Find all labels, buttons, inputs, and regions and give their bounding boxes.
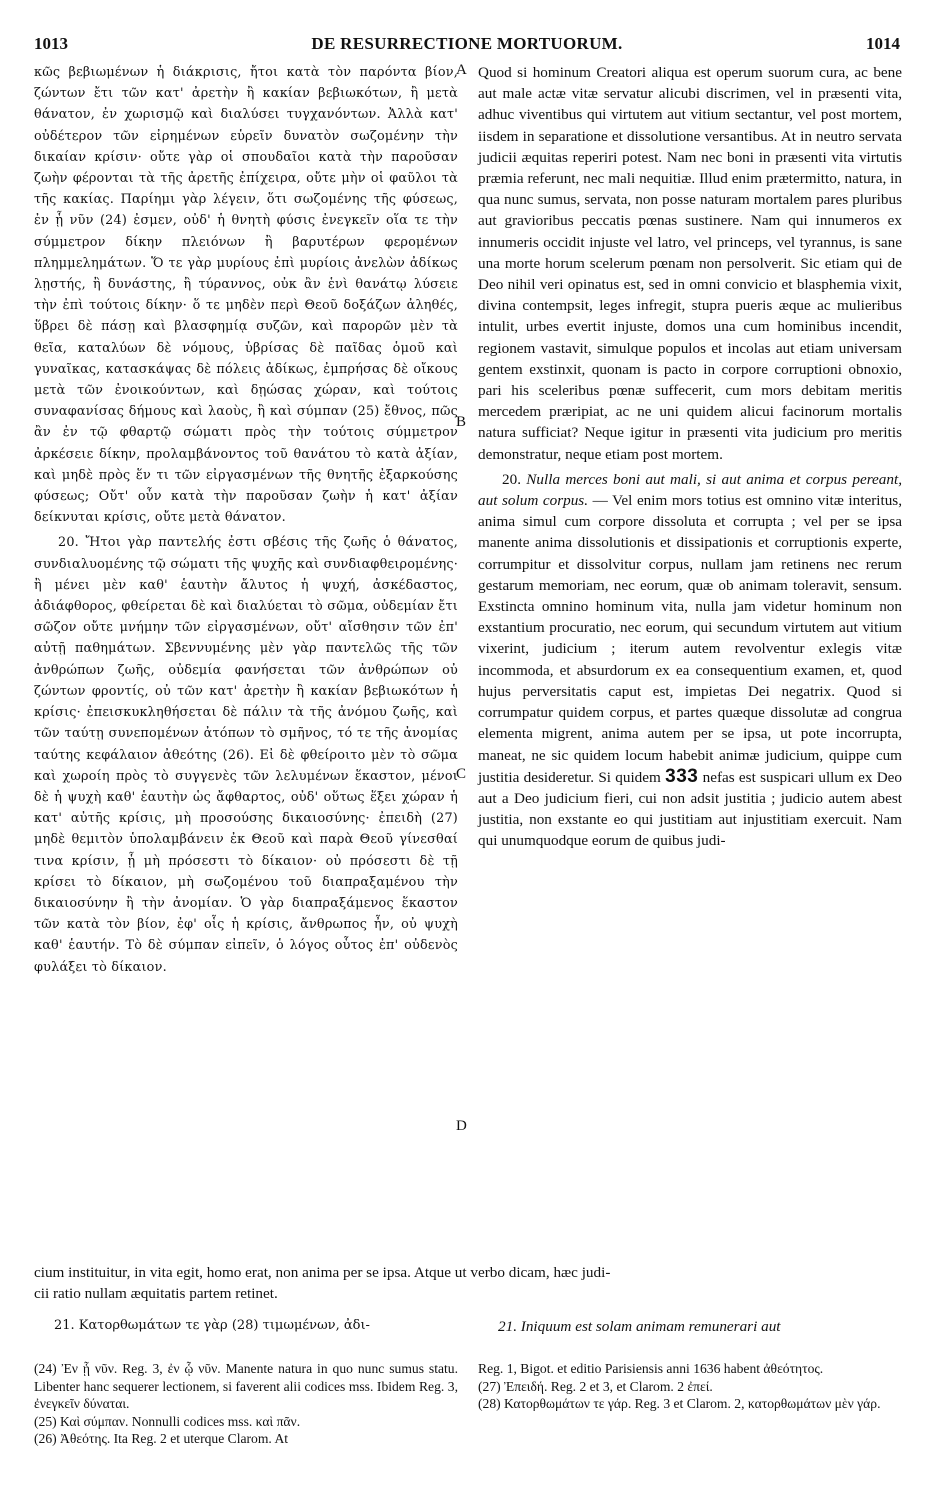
margin-letter-b: B (456, 414, 467, 430)
marginal-column-number: 333 (665, 765, 699, 787)
latin-paragraph-19: Quod si hominum Creatori aliqua est operum suorum cura, ac bene aut male actæ vitæ servatur alicubi discrimen, vel in præsenti vita, adhuc viventibus qui virtutem aut vitium sectantur, vel post mortem, iisdem in separatione et dissolutione versantibus. At in neutro servata judicii æquitas reperiri potest. Nam nec boni in præsenti vita virtutis præmia referunt, nec mali nequitiæ. Illud enim prætermitto, natura, in qua nunc sumus, servata, non posse naturam mortalem pares pluribus aut gravioribus peccatis pœnas sustinere. Nam qui innumeros ex innumeris occidit injuste vel latro, vel princeps, vel tyrannus, is sane una morte horum scelerum pœnam non persolverit. Sic etiam qui de Deo nihil veri opinatus est, sed in omni convicio et blasphemia vixit, divina contempsit, leges infregit, stupra pueris æque ac mulieribus intulit, urbes evertit injuste, domos una cum hominibus incendit, regionem vastavit, simulque populos et incolas aut etiam universam gentem exstinxit, quonam is pacto in corpore corruptioni obnoxio, pari his sceleribus pœnæ suffecerit, cum mors debitam meritis mercedem præripiat, ac ne uni quidem alicui facinorum mortalis natura sufficiat? Neque igitur in præsenti vita judicium pro meritis demonstratur, neque etiam post mortem. (478, 64, 902, 463)
page-header (34, 34, 900, 58)
latin-paragraph-21-heading: 21. Iniquum est solam animam remunerari aut (498, 1318, 781, 1335)
footnote-24: (24) Ἐν ᾗ νῦν. Reg. 3, ἐν ᾧ νῦν. Manente natura in quo nunc sumus statu. Libenter hanc sequerer lectionem, si faverent alii codices mss. Ibidem Reg. 3, ἐνεγκεῖν δύναται. (34, 1361, 458, 1412)
section-number: 20. (502, 470, 521, 488)
continuation-line-2: cii ratio nullam æquitatis partem retinet. (34, 1285, 278, 1302)
page-number-left: 1013 (34, 34, 68, 53)
footnotes-right (478, 1360, 902, 1413)
latin-paragraph-20 (478, 469, 902, 852)
margin-letter-a: A (456, 62, 467, 78)
running-title: DE RESURRECTIONE MORTUORUM. (311, 34, 623, 53)
footnote-25: (25) Καὶ σύμπαν. Nonnulli codices mss. καὶ πᾶν. (34, 1413, 301, 1429)
footnote-28: (28) Κατορθωμάτων τε γάρ. Reg. 3 et Clarom. 2, κατορθωμάτων μὲν γάρ. (478, 1396, 881, 1412)
footnote-26-continued: Reg. 1, Bigot. et editio Parisiensis anni 1636 habent ἀθεότητος. (478, 1361, 824, 1376)
latin-text: — Vel enim mors totius est omnino vitæ interitus, anima simul cum corpore dissoluta et corrupta ; vel per se ipsa manente anima dissolutionis et dissipationis et corruptionis experte, corrumpitur et dissolvitur corpus, nullam jam retinens nec rerum gestarum memoriam, nec eorum, quæ ob animam toleravit, sensum. Exstincta omnino hominum vita, nulla jam videtur hominum non exstantium procuratio, nec eorum, qui secundum virtutem aut vitium vixerint, judicium ; iterum autem revolventur exlegis vitæ incommoda, et absurdorum ex ea consequentium examen, et, quod hujus perversitatis caput est, impietas Dei negatrix. Quod si corrumpatur quidem corpus, et partes quæque dissolutæ ad congrua elementa migrent, anima autem per se ipsa, ut pote incorrupta, maneat, ne sic quidem locum habebit animæ judicium, quippe cum justitia desideretur. Si quidem (478, 492, 902, 786)
greek-paragraph-21-start: 21. Κατορθωμάτων τε γὰρ (28) τιμωμένων, ἀδι- (54, 1318, 370, 1333)
section-heading: Nulla merces boni aut mali, si aut anima et corpus pereant, aut solum corpus. (478, 470, 902, 510)
full-width-continuation (34, 1262, 900, 1304)
greek-column (34, 62, 458, 978)
footnote-27: (27) Ἐπειδή. Reg. 2 et 3, et Clarom. 2 ἐπεί. (478, 1378, 713, 1394)
latin-text-continued: nefas est suspicari ullum ex Deo aut a Deo judicium fieri, cui non adsit justitia ; judicio autem abest justitia, non exstante eo qui justitiam aut injustitiam exercuit. Nam qui unumquodque eorum de quibus judi- (478, 768, 902, 850)
footnotes-left (34, 1360, 458, 1448)
continuation-line-1: cium instituitur, in vita egit, homo erat, non anima per se ipsa. Atque ut verbo dicam, hæc judi- (34, 1264, 611, 1281)
greek-paragraph-19: κῶς βεβιωμένων ἡ διάκρισις, ἤτοι κατὰ τὸν παρόντα βίον, ζώντων ἔτι τῶν κατ' ἀρετὴν ἢ κακίαν βεβιωκότων, ἢ μετὰ θάνατον, ἐν χωρισμῷ καὶ διαλύσει τυγχανόντων. Ἀλλὰ κατ' οὐδέτερον τῶν εἰρημένων εὑρεῖν δυνατὸν σωζομένην τὴν δικαίαν κρίσιν· οὔτε γὰρ οἱ σπουδαῖοι κατὰ τὴν παροῦσαν ζωὴν φέρονται τὰ τῆς ἀρετῆς ἐπίχειρα, οὔτε μὴν οἱ φαῦλοι τὰ τῆς κακίας. Παρίημι γὰρ λέγειν, ὅτι σωζομένης τῆς φύσεως, ἐν ᾗ νῦν (24) ἐσμεν, οὐδ' ἡ θνητὴ φύσις ἐνεγκεῖν οἵα τε τὴν σύμμετρον δίκην πλειόνων ἢ βαρυτέρων φερομένων πλημμελημάτων. Ὅ τε γὰρ μυρίους ἐπὶ μυρίοις ἀνελὼν ἀδίκως λῃστής, ἢ δυνάστης, ἢ τύραννος, οὐκ ἂν ἑνὶ θανάτῳ λύσειε τὴν ἐπὶ τούτοις δίκην· ὅ τε μηδὲν περὶ Θεοῦ δοξάζων ἀληθές, ὕβρει δὲ πάσῃ καὶ βλασφημίᾳ συζῶν, καὶ παρορῶν μὲν τὰ θεῖα, καταλύων δὲ νόμους, ὑβρίσας δὲ παῖδας ὁμοῦ καὶ γυναῖκας, κατασκάψας δὲ πόλεις ἀδίκως, ἐμπρήσας δὲ οἴκους μετὰ τῶν ἐνοικούντων, καὶ δῃώσας χώραν, καὶ τούτοις συναφανίσας δήμους καὶ λαοὺς, ἢ καὶ σύμπαν (25) ἔθνος, πῶς ἂν ἐν τῷ φθαρτῷ σώματι πρὸς τὴν τούτοις σύμμετρον ἀρκέσειε δίκην, προλαμβάνοντος τοῦ θανάτου τὸ κατὰ ἀξίαν, καὶ μηδὲ πρὸς ἕν τι τῶν εἰργασμένων τῆς θνητῆς ἐξαρκούσης φύσεως; Οὔτ' οὖν κατὰ τὴν παροῦσαν ζωὴν ἡ κατ' ἀξίαν δείκνυται κρίσις, οὔτε μετὰ θάνατον. (34, 65, 458, 526)
footnote-26: (26) Ἀθεότης. Ita Reg. 2 et uterque Clarom. At (34, 1431, 289, 1447)
latin-column (478, 62, 902, 852)
margin-letter-c: C (456, 766, 467, 782)
margin-letter-d: D (456, 1118, 467, 1134)
page-number-right: 1014 (866, 34, 900, 53)
greek-paragraph-20: 20. Ἤτοι γὰρ παντελής ἐστι σβέσις τῆς ζωῆς ὁ θάνατος, συνδιαλυομένης τῷ σώματι τῆς ψυχῆς καὶ συνδιαφθειρομένης· ἢ μένει μὲν καθ' ἑαυτὴν ἄλυτος ἡ ψυχή, ἀσκέδαστος, ἀδιάφθορος, φθείρεται δὲ καὶ διαλύεται τὸ σῶμα, οὐδεμίαν ἔτι σῶζον οὔτε μνήμην τῶν εἰργασμένων, οὔτ' αἴσθησιν τῶν ἐπ' αὐτῇ παθημάτων. Σβεννυμένης μὲν γὰρ παντελῶς τῆς τῶν ἀνθρώπων ζωῆς, οὐδεμία φανήσεται τῶν ἀνθρώπων οὐ ζώντων φροντίς, οὐ τῶν κατ' ἀρετὴν ἢ κακίαν βεβιωκότων ἡ κρίσις· ἐπεισκυκληθήσεται δὲ πάλιν τὰ τῆς ἀνόμου ζωῆς, καὶ τῶν ταύτῃ συνεπομένων ἀτόπων τὸ σμῆνος, τό τε τῆς ἀνομίας ταύτης κεφάλαιον ἀθεότης (26). Εἰ δὲ φθείροιτο μὲν τὸ σῶμα καὶ χωροίη πρὸς τὸ συγγενὲς τῶν λελυμένων ἕκαστον, μένοι δὲ ἡ ψυχὴ καθ' ἑαυτὴν ὡς ἄφθαρτος, οὐδ' οὕτως ἕξει χώραν ἡ κατ' αὐτῆς κρίσις, μὴ προσούσης δικαιοσύνης· ἐπειδὴ (27) μηδὲ θεμιτὸν ὑπολαμβάνειν ἐκ Θεοῦ καὶ παρὰ Θεοῦ γίνεσθαί τινα κρίσιν, ᾗ μὴ πρόσεστι τὸ δίκαιον· οὐ πρόσεστι δὲ τῇ κρίσει τὸ δίκαιον, μὴ σωζομένου τοῦ διαπραξαμένου τὴν δικαιοσύνην ἢ τὴν ἀνομίαν. Ὁ γὰρ διαπραξάμενος ἕκαστον τῶν κατὰ τὸν βίον, ἐφ' οἷς ἡ κρίσις, ἄνθρωπος ἦν, οὐ ψυχὴ καθ' ἑαυτήν. Τὸ δὲ σύμπαν εἰπεῖν, ὁ λόγος οὗτος ἐπ' οὐδενὸς φυλάξει τὸ δίκαιον. (34, 535, 458, 975)
